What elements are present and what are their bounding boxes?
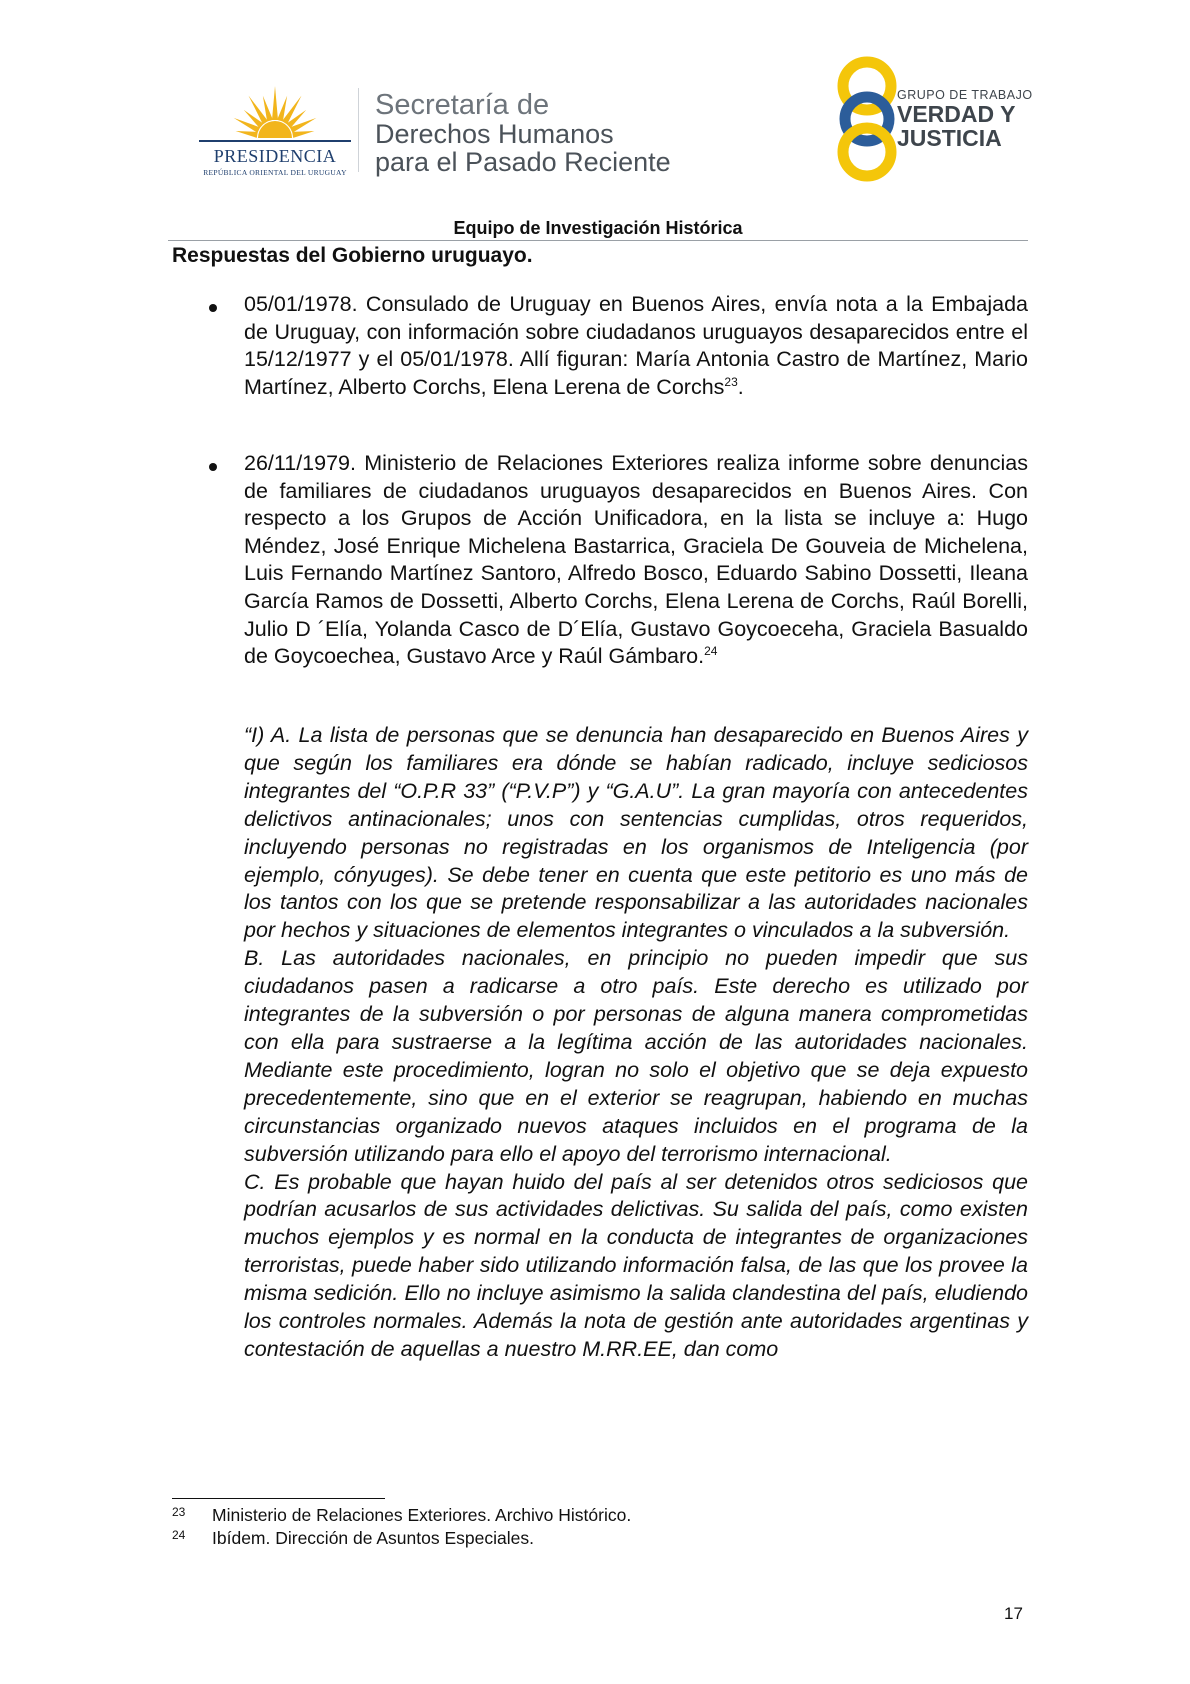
section-heading: Respuestas del Gobierno uruguayo.: [172, 244, 533, 267]
footnote-rule: [172, 1498, 385, 1499]
quote-paragraph-b: B. Las autoridades nacionales, en principio no pueden impedir que sus ciudadanos pasen a radicarse a otro país. Este derecho es utilizado por integrantes de la subversión o por personas de alguna manera comprometidas con ella para sustraerse a la legítima acción de las autoridades nacionales. Mediante este procedimiento, logran no solo el objetivo que se deja expuesto precedentemente, sino que en el exterior se reagrupan, habiendo en muchas circunstancias organizado nuevos ataques incluidos en el programa de la subversión utilizando para ello el apoyo del terrorismo internacional.: [244, 946, 1028, 1166]
footnote-text: Ministerio de Relaciones Exteriores. Archivo Histórico.: [212, 1505, 632, 1525]
secretaria-line-3: para el Pasado Reciente: [375, 147, 671, 177]
bullet-item-2: [244, 450, 1028, 671]
footnote-text: Ibídem. Dirección de Asuntos Especiales.: [212, 1528, 534, 1548]
sun-icon: [195, 78, 355, 144]
footnote-number: 24: [172, 1528, 186, 1542]
gtvj-line-3: JUSTICIA: [897, 125, 1002, 151]
footnote-ref-24[interactable]: 24: [704, 644, 718, 658]
team-title: Equipo de Investigación Histórica: [453, 218, 743, 238]
presidencia-rule: [199, 140, 351, 142]
page-number: 17: [1004, 1604, 1023, 1623]
presidencia-subtitle: REPÚBLICA ORIENTAL DEL URUGUAY: [203, 168, 347, 177]
bullet-1-text: 05/01/1978. Consulado de Uruguay en Buenos Aires, envía nota a la Embajada de Uruguay, con información sobre ciudadanos uruguayos desaparecidos entre el 15/12/1977 y el 05/01/1978. Allí figuran: María Antonia Castro de Martínez, Mario Martínez, Alberto Corchs, Elena Lerena de Corchs: [244, 292, 1028, 399]
header-divider: [358, 88, 359, 172]
bullet-2-text: 26/11/1979. Ministerio de Relaciones Exteriores realiza informe sobre denuncias de familiares de ciudadanos uruguayos desaparecidos en Buenos Aires. Con respecto a los Grupos de Acción Unificadora, en la lista se incluye a: Hugo Méndez, José Enrique Michelena Bastarrica, Graciela De Gouveia de Michelena, Luis Fernando Martínez Santoro, Alfredo Bosco, Eduardo Sabino Dossetti, Ileana García Ramos de Dossetti, Alberto Corchs, Elena Lerena de Corchs, Raúl Borelli, Julio D ´Elía, Yolanda Casco de D´Elía, Gustavo Goycoeceha, Graciela Basualdo de Goycoechea, Gustavo Arce y Raúl Gámbaro.: [244, 451, 1028, 669]
secretaria-line-1: Secretaría de: [375, 89, 550, 121]
gtvj-line-2: VERDAD Y: [897, 101, 1016, 127]
footnote-ref-23[interactable]: 23: [724, 374, 738, 389]
bullet-1-after: .: [737, 374, 744, 399]
quote-paragraph-c: C. Es probable que hayan huido del país al ser detenidos otros sediciosos que podrían acusarlos de sus actividades delictivas. Su salida del país, como existen muchos ejemplos y es normal en la conducta de integrantes de organizaciones terroristas, puede haber sido utilizando información falsa, de las que los provee la misma sedición. Ello no incluye asimismo la salida clandestina del país, eludiendo los controles normales. Además la nota de gestión ante autoridades argentinas y contestación de aquellas a nuestro M.RR.EE, dan como: [244, 1169, 1028, 1361]
secretaria-line-2: Derechos Humanos: [375, 119, 614, 149]
footnote-24: [172, 1528, 1032, 1549]
footnote-number: 23: [172, 1505, 186, 1519]
header-rule: [168, 240, 1028, 241]
gtvj-wordmark: [897, 88, 1047, 150]
quote-paragraph-a: “I) A. La lista de personas que se denuncia han desaparecido en Buenos Aires y que según los familiares era dónde se habían radicado, incluye sediciosos integrantes del “O.P.R 33” (“P.V.P”) y “G.A.U”. La gran mayoría con antecedentes delictivos antinacionales; unos con sentencias cumplidas, otros requeridos, incluyendo personas no registradas en los organismos de Inteligencia (por ejemplo, cónyuges). Se debe tener en cuenta que este petitorio es uno más de los tantos con los que se pretende responsabilizar a las autoridades nacionales por hechos y situaciones de elementos integrantes o vinculados a la subversión.: [244, 723, 1028, 943]
bullet-dot: [209, 304, 217, 312]
quoted-report: [244, 722, 1028, 1364]
footnote-23: [172, 1505, 1032, 1526]
bullet-item-1: [244, 291, 1028, 401]
secretaria-wordmark: [375, 90, 705, 176]
presidencia-word: PRESIDENCIA: [213, 146, 337, 166]
bullet-dot: [209, 463, 217, 471]
presidencia-logo: [195, 78, 355, 178]
gtvj-line-1: GRUPO DE TRABAJO: [897, 88, 1033, 102]
